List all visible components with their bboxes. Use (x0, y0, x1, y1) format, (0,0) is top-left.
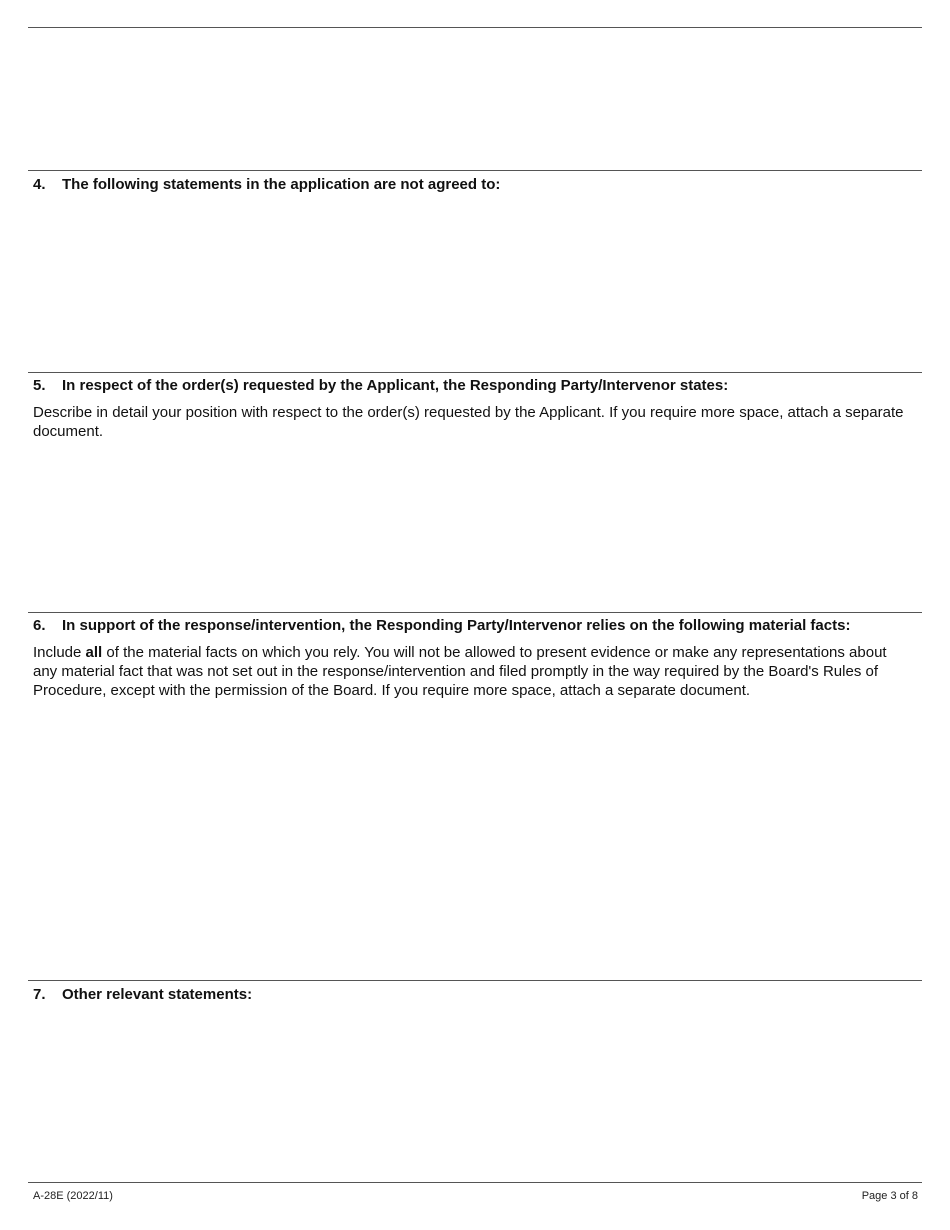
section-7-heading (33, 986, 923, 1004)
section-5-instructions: Describe in detail your position with respect to the order(s) requested by the Applicant. If you require more space, attach a separate document. (33, 404, 904, 440)
section-4-heading (33, 176, 923, 194)
top-divider (28, 27, 922, 28)
section-4-answer-area[interactable] (28, 198, 922, 370)
previous-section-answer-area[interactable] (28, 29, 922, 169)
section-6-instructions-emphasis: all (85, 644, 103, 661)
section-6-heading (33, 617, 923, 635)
section-6-number: 6. (33, 617, 46, 634)
section-7-title: Other relevant statements: (62, 986, 253, 1003)
section-6-instructions-start: Include (33, 644, 86, 661)
section-5-title: In respect of the order(s) requested by the Applicant, the Responding Party/Intervenor states: (62, 377, 729, 394)
section-7-number: 7. (33, 986, 46, 1003)
section-5-number: 5. (33, 377, 46, 394)
section-4-divider (28, 170, 922, 171)
section-5-answer-area[interactable] (28, 444, 922, 610)
section-5-heading (33, 377, 923, 395)
section-5-divider (28, 372, 922, 373)
section-4-title: The following statements in the application are not agreed to: (62, 176, 501, 193)
form-code: A-28E (2022/11) (33, 1190, 113, 1202)
page-number: Page 3 of 8 (861, 1190, 918, 1202)
section-7-divider (28, 980, 922, 981)
section-7-answer-area[interactable] (28, 1008, 922, 1180)
section-4-number: 4. (33, 176, 46, 193)
section-6-instructions-rest: of the material facts on which you rely. You will not be allowed to present evidence or make any representations about any material fact that was not set out in the response/intervention and filed promptly in the way required by the Board's Rules of Procedure, except with the permission of the Board. If you require more space, attach a separate document. (33, 644, 887, 699)
section-6-title: In support of the response/intervention, the Responding Party/Intervenor relies on the following material facts: (62, 617, 851, 634)
section-6-instructions (33, 643, 913, 700)
section-6-divider (28, 612, 922, 613)
footer-divider (28, 1182, 922, 1183)
section-6-answer-area[interactable] (28, 703, 922, 978)
